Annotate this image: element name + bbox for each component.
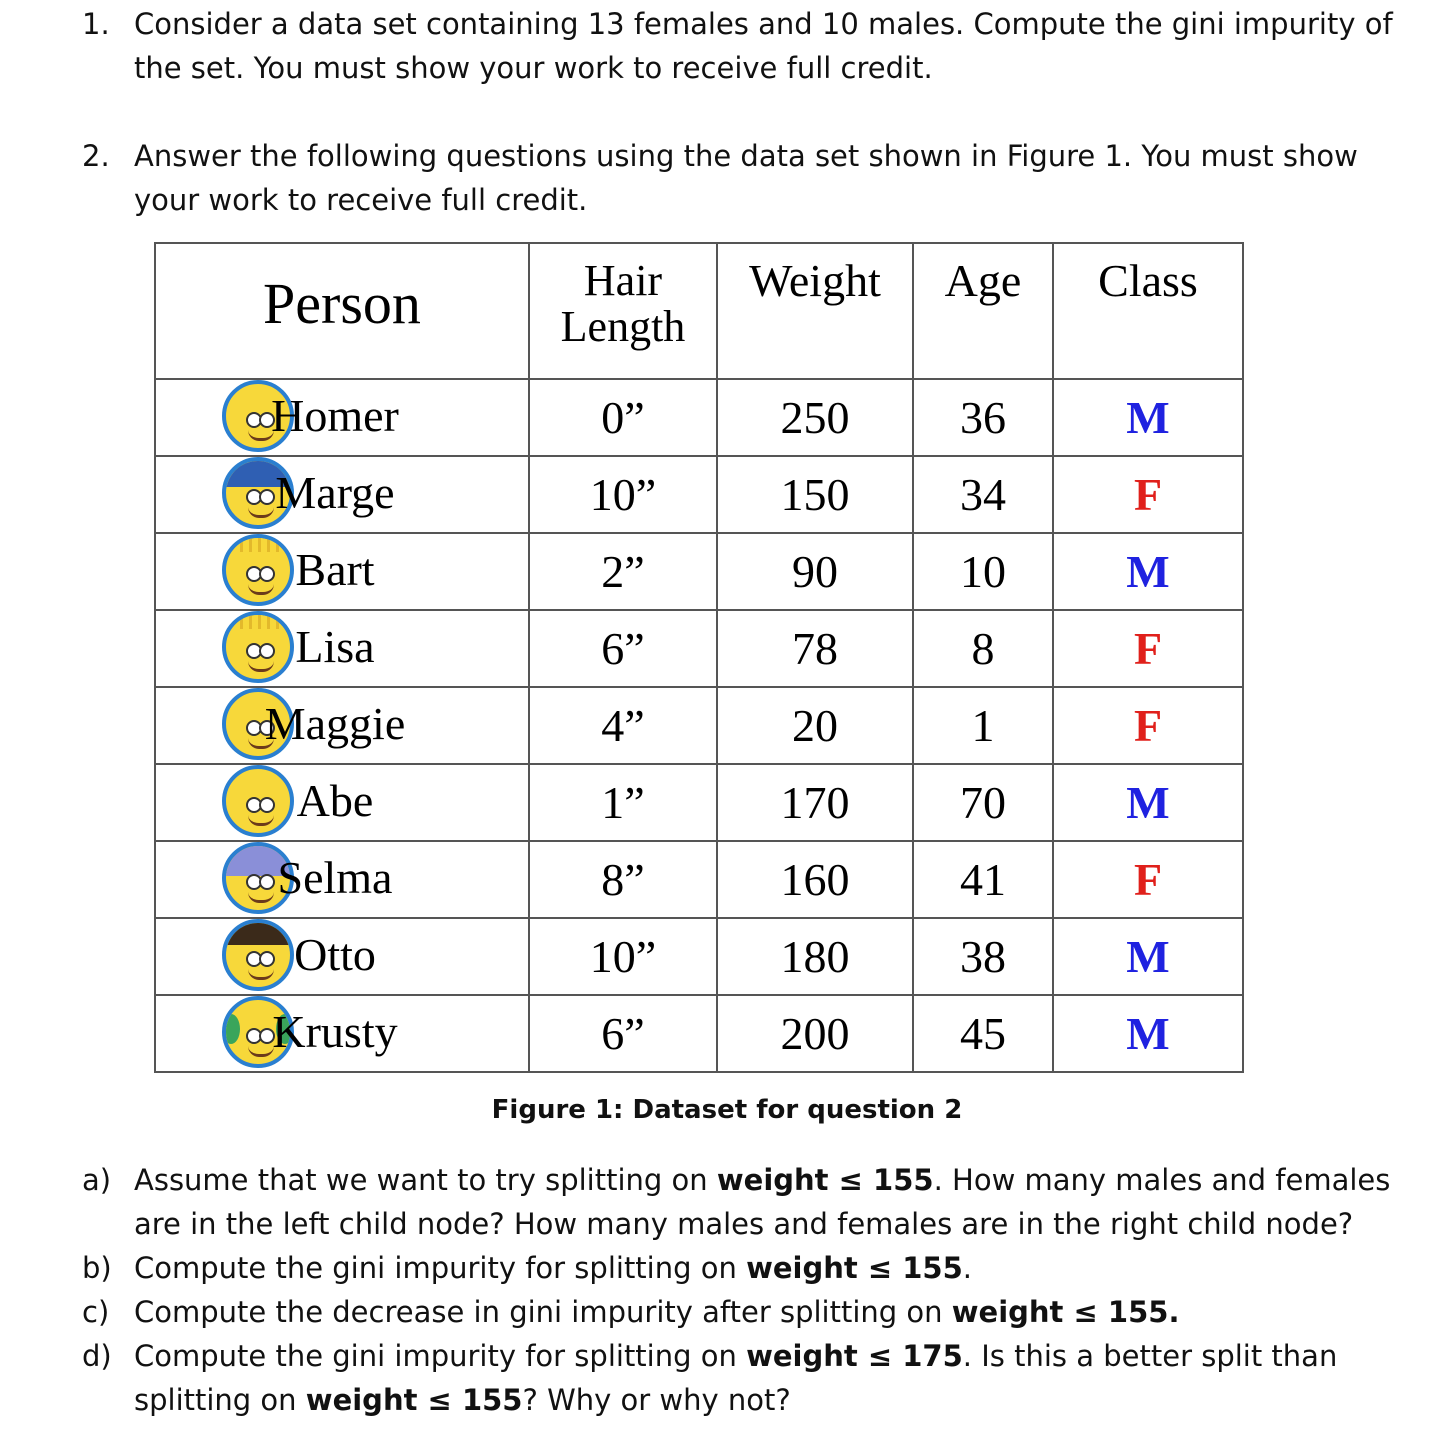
part-b-label: b) bbox=[82, 1251, 112, 1285]
weight-cell: 200 bbox=[717, 995, 913, 1072]
class-cell bbox=[1053, 687, 1243, 764]
avatar-lisa bbox=[222, 611, 294, 683]
table-row bbox=[155, 841, 1243, 918]
hair-length-cell: 6” bbox=[529, 610, 717, 687]
age-cell: 41 bbox=[913, 841, 1053, 918]
part-b: b) Compute the gini impurity for splitting on weight ≤ 155. bbox=[82, 1246, 1442, 1290]
person-name: Bart bbox=[295, 544, 375, 595]
part-c: c) Compute the decrease in gini impurity after splitting on weight ≤ 155. bbox=[82, 1290, 1442, 1334]
class-label: F bbox=[1133, 623, 1163, 674]
age-cell: 70 bbox=[913, 764, 1053, 841]
class-cell bbox=[1053, 841, 1243, 918]
header-hair-length bbox=[529, 243, 717, 379]
age-cell: 45 bbox=[913, 995, 1053, 1072]
weight-cell: 250 bbox=[717, 379, 913, 456]
weight-cell: 78 bbox=[717, 610, 913, 687]
table-row bbox=[155, 533, 1243, 610]
part-a-label: a) bbox=[82, 1163, 112, 1197]
person-name: Maggie bbox=[264, 698, 406, 749]
part-a-bold: weight ≤ 155 bbox=[716, 1163, 934, 1197]
avatar-bart bbox=[222, 534, 294, 606]
table-row bbox=[155, 456, 1243, 533]
avatar-otto bbox=[222, 919, 294, 991]
part-a: a) Assume that we want to try splitting on weight ≤ 155. How many males and females are in the left child node? How many males and females are in the right child node? bbox=[82, 1158, 1442, 1246]
class-cell bbox=[1053, 456, 1243, 533]
person-name: Marge bbox=[275, 467, 395, 518]
person-name: Homer bbox=[271, 390, 399, 441]
class-label: M bbox=[1126, 1008, 1170, 1059]
table-row bbox=[155, 687, 1243, 764]
class-label: M bbox=[1126, 392, 1170, 443]
part-d: d) Compute the gini impurity for splitting on weight ≤ 175. Is this a better split than splitting on weight ≤ 155? Why or why not? bbox=[82, 1334, 1442, 1422]
person-name: Lisa bbox=[295, 621, 375, 672]
class-label: F bbox=[1133, 854, 1163, 905]
class-label: M bbox=[1126, 931, 1170, 982]
age-cell: 1 bbox=[913, 687, 1053, 764]
class-cell bbox=[1053, 995, 1243, 1072]
age-cell: 10 bbox=[913, 533, 1053, 610]
part-c-label: c) bbox=[82, 1295, 110, 1329]
age-cell: 38 bbox=[913, 918, 1053, 995]
hair-length-cell: 8” bbox=[529, 841, 717, 918]
header-person: Person bbox=[155, 243, 529, 379]
part-c-bold: weight ≤ 155. bbox=[951, 1295, 1180, 1329]
part-d-bold: weight ≤ 175 bbox=[746, 1339, 963, 1373]
class-cell bbox=[1053, 610, 1243, 687]
question-2 bbox=[82, 134, 1432, 222]
header-weight: Weight bbox=[717, 243, 913, 379]
person-cell bbox=[155, 610, 529, 687]
hair-length-cell: 4” bbox=[529, 687, 717, 764]
person-cell bbox=[155, 918, 529, 995]
table-header-row bbox=[155, 243, 1243, 379]
person-cell bbox=[155, 379, 529, 456]
hair-length-cell: 0” bbox=[529, 379, 717, 456]
class-label: F bbox=[1133, 700, 1163, 751]
hair-length-cell: 10” bbox=[529, 456, 717, 533]
age-cell: 8 bbox=[913, 610, 1053, 687]
header-class: Class bbox=[1053, 243, 1243, 379]
age-cell: 36 bbox=[913, 379, 1053, 456]
hair-length-cell: 10” bbox=[529, 918, 717, 995]
question-1-number: 1. bbox=[82, 7, 110, 41]
person-name: Krusty bbox=[272, 1006, 398, 1057]
class-label: F bbox=[1133, 469, 1163, 520]
age-cell: 34 bbox=[913, 456, 1053, 533]
table-row bbox=[155, 764, 1243, 841]
person-name: Abe bbox=[296, 775, 374, 826]
class-cell bbox=[1053, 379, 1243, 456]
weight-cell: 20 bbox=[717, 687, 913, 764]
table-row bbox=[155, 918, 1243, 995]
question-2-text: Answer the following questions using the data set shown in Figure 1. You must show your work to receive full credit. bbox=[134, 139, 1358, 217]
part-b-bold: weight ≤ 155 bbox=[746, 1251, 963, 1285]
class-cell bbox=[1053, 918, 1243, 995]
question-1-text: Consider a data set containing 13 females and 10 males. Compute the gini impurity of the set. You must show your work to receive full credit. bbox=[134, 7, 1393, 85]
weight-cell: 180 bbox=[717, 918, 913, 995]
class-label: M bbox=[1126, 546, 1170, 597]
person-cell bbox=[155, 764, 529, 841]
table-row bbox=[155, 610, 1243, 687]
header-hair-line1: Hair bbox=[583, 256, 663, 305]
person-name: Selma bbox=[277, 852, 393, 903]
question-1 bbox=[82, 2, 1432, 90]
question-2-number: 2. bbox=[82, 139, 110, 173]
person-cell bbox=[155, 533, 529, 610]
hair-length-cell: 2” bbox=[529, 533, 717, 610]
person-cell bbox=[155, 687, 529, 764]
weight-cell: 90 bbox=[717, 533, 913, 610]
person-name: Otto bbox=[294, 929, 376, 980]
dataset-table bbox=[154, 242, 1244, 1073]
hair-length-cell: 6” bbox=[529, 995, 717, 1072]
person-cell bbox=[155, 841, 529, 918]
weight-cell: 150 bbox=[717, 456, 913, 533]
table-row bbox=[155, 995, 1243, 1072]
avatar-abe bbox=[222, 765, 294, 837]
figure-caption: Figure 1: Dataset for question 2 bbox=[491, 1095, 963, 1125]
person-cell bbox=[155, 456, 529, 533]
part-d-label: d) bbox=[82, 1339, 112, 1373]
class-cell bbox=[1053, 533, 1243, 610]
weight-cell: 160 bbox=[717, 841, 913, 918]
header-age: Age bbox=[913, 243, 1053, 379]
class-cell bbox=[1053, 764, 1243, 841]
weight-cell: 170 bbox=[717, 764, 913, 841]
part-d-bold-2: weight ≤ 155 bbox=[305, 1383, 523, 1417]
class-label: M bbox=[1126, 777, 1170, 828]
hair-length-cell: 1” bbox=[529, 764, 717, 841]
person-cell bbox=[155, 995, 529, 1072]
header-hair-line2: Length bbox=[560, 302, 686, 351]
table-row bbox=[155, 379, 1243, 456]
